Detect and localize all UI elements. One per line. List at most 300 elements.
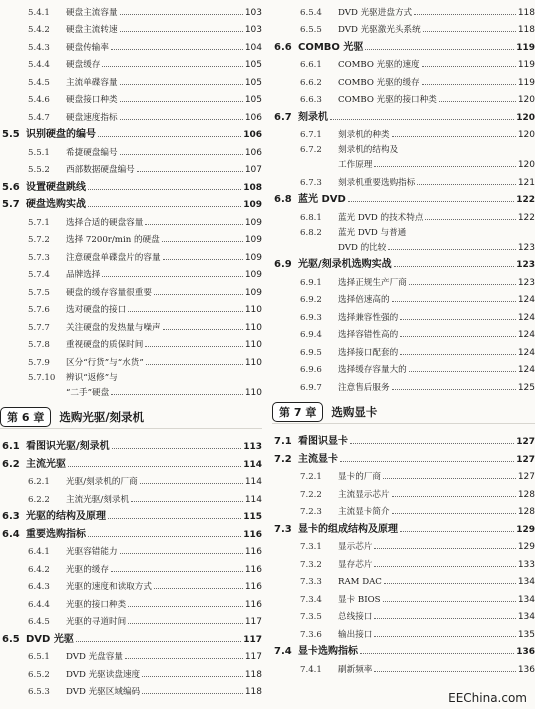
toc-subsection-right-sec_69_items-2[interactable] — [272, 305, 535, 323]
page-number: 109 — [243, 200, 262, 210]
entry-title: DVD 光盘容量 — [66, 652, 123, 662]
entry-number: 6.4 — [2, 528, 20, 540]
entry-number: 6.6 — [274, 41, 292, 53]
page-number: 116 — [243, 529, 262, 540]
chapter-tag: 第 7 章 — [272, 402, 323, 422]
entry-title: “二手”硬盘 — [66, 387, 110, 398]
page-number: 118 — [517, 25, 535, 35]
toc-subsection-right-sec_73_items-1[interactable] — [272, 552, 535, 570]
entry-number: 6.8 — [274, 194, 292, 205]
dot-leader — [392, 512, 516, 514]
page-number: 119 — [517, 60, 535, 70]
toc-subsection-right-sec_741[interactable] — [272, 657, 535, 675]
toc-section-right-sec_67[interactable] — [272, 105, 535, 123]
toc-subsection-right-sec_682[interactable] — [272, 223, 535, 238]
toc-section-right-sec_66[interactable] — [272, 35, 535, 53]
dot-leader — [392, 388, 516, 390]
dot-leader — [131, 500, 243, 502]
dot-leader — [392, 495, 516, 497]
entry-title: 西部数据硬盘编号 — [66, 165, 135, 175]
toc-subsection-right-sec_66_items-0[interactable] — [272, 53, 535, 71]
dot-leader — [154, 587, 243, 589]
page-number: 120 — [517, 160, 535, 170]
page-number: 109 — [244, 287, 262, 298]
dot-leader — [111, 570, 243, 572]
toc-subsection-right-sec_65_more-1[interactable] — [272, 18, 535, 36]
page-number: 128 — [517, 507, 535, 517]
dot-leader — [142, 675, 243, 677]
toc-subsection-left-sec_65_items-0[interactable] — [0, 645, 262, 663]
toc-subsection-right-sec_69_items-5[interactable] — [272, 358, 535, 376]
toc-subsection-left-sec_64_items-2[interactable] — [0, 575, 262, 593]
toc-section-left-sec_56[interactable] — [0, 175, 262, 193]
page-number: 106 — [244, 147, 262, 158]
entry-title: 光驱的结构及原理 — [26, 511, 106, 522]
entry-title: COMBO 光驱的缓存 — [338, 77, 420, 88]
dot-leader — [111, 48, 243, 50]
entry-title: 硬盘主流容量 — [66, 7, 118, 18]
page-number: 120 — [517, 130, 535, 140]
entry-title: 辨识“返修”与 — [66, 372, 118, 383]
entry-title: 硬盘选购实战 — [26, 199, 86, 210]
dot-leader — [76, 640, 241, 642]
entry-number: 6.4.3 — [28, 582, 50, 592]
chapter-title: 选购显卡 — [331, 404, 378, 419]
dot-leader — [422, 65, 516, 67]
toc-subsection-right-sec_73_items-0[interactable] — [272, 535, 535, 553]
entry-title: 光驱/刻录机的厂商 — [66, 477, 138, 487]
page-number: 114 — [244, 477, 262, 487]
entry-number: 5.7.3 — [28, 252, 50, 263]
dot-leader — [384, 582, 516, 584]
toc-subsection-right-sec_65_more-0[interactable] — [272, 0, 535, 18]
toc-subsection-left-sec_64_items-0[interactable] — [0, 540, 262, 558]
entry-number: 7.2.1 — [300, 472, 322, 482]
dot-leader — [330, 118, 514, 120]
page-number: 103 — [244, 7, 262, 18]
entry-title: 工作原理 — [338, 160, 373, 170]
entry-title: 选择缓存容量大的 — [338, 365, 407, 375]
entry-number: 6.4.1 — [28, 547, 50, 557]
entry-title: 硬盘主流转速 — [66, 25, 118, 35]
dot-leader — [111, 393, 243, 395]
dot-leader — [162, 240, 243, 242]
toc-subsection-left-sec_57_items-0[interactable] — [0, 210, 262, 228]
entry-title: 关注硬盘的发热量与噪声 — [66, 322, 161, 333]
page-number: 116 — [244, 599, 262, 610]
entry-title: 显卡 BIOS — [338, 594, 381, 605]
page-number: 135 — [517, 629, 535, 640]
toc-subsection-left-sec_54-6[interactable] — [0, 105, 262, 123]
dot-leader — [409, 370, 516, 372]
chapter-6-header[interactable] — [0, 406, 262, 429]
toc-subsection-left-sec_57_items-8[interactable] — [0, 350, 262, 368]
dot-leader — [350, 442, 514, 444]
dot-leader — [120, 552, 243, 554]
dot-leader — [120, 118, 243, 120]
entry-title: 主流显卡简介 — [338, 507, 390, 517]
toc-subsection-right-sec_69_items-3[interactable] — [272, 323, 535, 341]
entry-number: 5.4.2 — [28, 25, 50, 35]
entry-title: 刻录机的种类 — [338, 130, 390, 140]
page-number: 129 — [517, 542, 535, 552]
toc-section-right-sec_68[interactable] — [272, 188, 535, 206]
toc-section-left-sec_64[interactable] — [0, 522, 262, 540]
toc-left-column — [0, 0, 262, 697]
entry-title: 选择正规生产厂商 — [338, 277, 407, 288]
page-number: 110 — [244, 357, 262, 368]
entry-title: 刻录机 — [298, 111, 328, 123]
page-number: 116 — [244, 547, 262, 557]
toc-section-left-sec_55[interactable] — [0, 123, 262, 141]
dot-leader — [146, 363, 243, 365]
entry-number: 5.7.9 — [28, 357, 50, 368]
dot-leader — [140, 482, 243, 484]
page-number: 117 — [243, 634, 262, 645]
toc-section-right-sec_71[interactable] — [272, 430, 535, 448]
entry-title: 选择容错性高的 — [338, 330, 399, 340]
toc-subsection-left-sec_64_items-1[interactable] — [0, 557, 262, 575]
toc-subsection-right-sec_672[interactable] — [272, 140, 535, 155]
toc-section-left-sec_62[interactable] — [0, 452, 262, 470]
dot-leader — [374, 635, 515, 637]
dot-leader — [88, 535, 241, 537]
dot-leader — [142, 692, 243, 694]
toc-subsection-left-sec_54-0[interactable] — [0, 0, 262, 18]
toc-subsection-left-sec_54-5[interactable] — [0, 88, 262, 106]
toc-subsection-left-sec_57_items-6[interactable] — [0, 315, 262, 333]
toc-subsection-left-sec_62_items-0[interactable] — [0, 470, 262, 488]
entry-title: RAM DAC — [338, 577, 382, 587]
entry-title: COMBO 光驱的接口种类 — [338, 95, 437, 105]
page-number: 133 — [517, 559, 535, 570]
dot-leader — [145, 223, 242, 225]
page-number: 113 — [243, 442, 262, 452]
chapter-title: 选购光驱/刻录机 — [59, 409, 145, 424]
toc-section-left-sec_61[interactable] — [0, 435, 262, 453]
entry-number: 6.7.2 — [300, 145, 322, 155]
dot-leader — [120, 100, 243, 102]
entry-number: 7.3.1 — [300, 542, 322, 552]
entry-number: 6.8.2 — [300, 227, 322, 238]
entry-title: 光驱的缓存 — [66, 564, 109, 575]
toc-subsection-right-sec_72_items-0[interactable] — [272, 465, 535, 483]
toc-subsection-right-sec_72_items-2[interactable] — [272, 500, 535, 518]
toc-section-left-sec_57[interactable] — [0, 193, 262, 211]
entry-number: 6.9.5 — [300, 347, 322, 358]
page-number: 105 — [244, 95, 262, 105]
page-number: 106 — [244, 112, 262, 123]
page-number: 124 — [517, 365, 535, 375]
page-number: 114 — [244, 494, 262, 505]
entry-title: 主流光驱 — [26, 458, 66, 470]
toc-subsection-cont-right-sec_682[interactable] — [272, 238, 535, 253]
toc-subsection-left-sec_57_items-4[interactable] — [0, 280, 262, 298]
entry-number: 6.9.4 — [300, 330, 322, 340]
page-number: 106 — [243, 130, 262, 140]
entry-number: 7.3.6 — [300, 629, 322, 640]
toc-subsection-cont-right-sec_672[interactable] — [272, 155, 535, 170]
page-number: 120 — [517, 95, 535, 105]
entry-title: 品牌选择 — [66, 270, 101, 280]
dot-leader — [414, 13, 516, 15]
toc-subsection-left-sec_64_items-3[interactable] — [0, 592, 262, 610]
entry-number: 7.3.5 — [300, 612, 322, 622]
entry-number: 6.9.7 — [300, 382, 322, 393]
toc-subsection-left-sec_57_items-3[interactable] — [0, 263, 262, 281]
entry-title: 区分“行货”与“水货” — [66, 357, 144, 368]
toc-subsection-right-sec_671[interactable] — [272, 123, 535, 141]
entry-number: 7.3.2 — [300, 559, 322, 570]
page-number: 136 — [516, 647, 535, 657]
toc-subsection-left-sec_57_items-1[interactable] — [0, 228, 262, 246]
dot-leader — [88, 205, 241, 207]
entry-number: 5.7.8 — [28, 340, 50, 350]
dot-leader — [383, 477, 516, 479]
entry-title: 主流单碟容量 — [66, 77, 118, 88]
dot-leader — [374, 617, 515, 619]
page-number: 120 — [516, 112, 535, 123]
entry-title: DVD 光驱进盘方式 — [338, 7, 413, 18]
toc-subsection-cont-left-sec_5710[interactable] — [0, 383, 262, 398]
page-number: 124 — [517, 347, 535, 358]
entry-title: 光驱容错能力 — [66, 547, 118, 557]
entry-number: 5.4.6 — [28, 95, 50, 105]
toc-section-right-sec_74[interactable] — [272, 640, 535, 658]
toc-subsection-right-sec_72_items-1[interactable] — [272, 482, 535, 500]
entry-title: 总线接口 — [338, 612, 373, 622]
entry-number: 6.4.2 — [28, 564, 50, 575]
entry-number: 5.5.2 — [28, 165, 50, 175]
entry-number: 5.4.5 — [28, 77, 50, 88]
dot-leader — [163, 328, 243, 330]
dot-leader — [128, 605, 243, 607]
page-number: 119 — [516, 42, 535, 53]
dot-leader — [120, 30, 243, 32]
entry-title: 硬盘的缓存容量很重要 — [66, 287, 152, 298]
toc-subsection-right-sec_69_items-0[interactable] — [272, 270, 535, 288]
entry-number: 6.4.5 — [28, 617, 50, 627]
entry-title: 硬盘接口种类 — [66, 95, 118, 105]
page-number: 125 — [517, 382, 535, 393]
entry-title: 希捷硬盘编号 — [66, 147, 118, 158]
toc-section-left-sec_65[interactable] — [0, 627, 262, 645]
dot-leader — [125, 657, 243, 659]
entry-number: 6.9 — [274, 259, 292, 270]
toc-section-left-sec_63[interactable] — [0, 505, 262, 523]
page-number: 127 — [516, 454, 535, 465]
page-number: 118 — [244, 669, 262, 680]
toc-subsection-right-sec_673[interactable] — [272, 170, 535, 188]
dot-leader — [360, 652, 514, 654]
dot-leader — [374, 547, 515, 549]
toc-subsection-left-sec_57_items-7[interactable] — [0, 333, 262, 351]
entry-number: 7.2 — [274, 453, 292, 465]
entry-number: 5.5.1 — [28, 147, 50, 158]
toc-right-column — [272, 0, 535, 675]
entry-number: 5.7.4 — [28, 270, 50, 280]
entry-number: 6.4.4 — [28, 599, 50, 610]
entry-number: 5.4.1 — [28, 7, 50, 18]
entry-number: 6.1 — [2, 441, 20, 452]
dot-leader — [400, 335, 516, 337]
toc-subsection-left-sec_54-3[interactable] — [0, 53, 262, 71]
dot-leader — [374, 565, 515, 567]
dot-leader — [374, 670, 515, 672]
entry-number: 6.6.1 — [300, 60, 322, 70]
entry-title: 选择倍速高的 — [338, 295, 390, 305]
toc-subsection-right-sec_69_items-4[interactable] — [272, 340, 535, 358]
entry-number: 6.5 — [2, 633, 20, 645]
entry-title: 选择兼容性强的 — [338, 312, 399, 323]
dot-leader — [120, 153, 243, 155]
dot-leader — [400, 318, 516, 320]
toc-section-right-sec_73[interactable] — [272, 517, 535, 535]
entry-number: 6.5.2 — [28, 669, 50, 680]
entry-title: 看图识显卡 — [298, 436, 348, 447]
page-number: 123 — [517, 277, 535, 288]
entry-number: 5.6 — [2, 181, 20, 193]
page-number: 124 — [517, 295, 535, 305]
entry-number: 6.9.3 — [300, 312, 322, 323]
toc-subsection-right-sec_73_items-5[interactable] — [272, 622, 535, 640]
toc-subsection-right-sec_73_items-4[interactable] — [272, 605, 535, 623]
entry-title: 显示芯片 — [338, 542, 373, 552]
page-number: 109 — [244, 235, 262, 245]
toc-subsection-left-sec_5710[interactable] — [0, 368, 262, 383]
dot-leader — [425, 218, 515, 220]
entry-title: 刻录机重要选购指标 — [338, 177, 416, 188]
toc-subsection-right-sec_681[interactable] — [272, 205, 535, 223]
dot-leader — [120, 13, 243, 15]
page-number: 104 — [244, 42, 262, 53]
entry-title: DVD 光驱激光头系统 — [338, 25, 421, 35]
dot-leader — [108, 517, 241, 519]
entry-title: 光驱的速度和读取方式 — [66, 582, 152, 592]
entry-number: 6.5.1 — [28, 652, 50, 662]
dot-leader — [112, 447, 242, 449]
entry-number: 5.4.4 — [28, 60, 50, 70]
entry-number: 7.3 — [274, 523, 292, 535]
dot-leader — [400, 353, 516, 355]
toc-subsection-right-sec_73_items-2[interactable] — [272, 570, 535, 588]
page-number: 115 — [243, 512, 262, 522]
toc-section-right-sec_72[interactable] — [272, 447, 535, 465]
page-number: 114 — [243, 459, 262, 470]
toc-subsection-left-sec_54-4[interactable] — [0, 70, 262, 88]
entry-title: DVD 光驱 — [26, 633, 74, 645]
page-number: 136 — [517, 664, 535, 675]
dot-leader — [163, 258, 243, 260]
toc-subsection-left-sec_55_items-1[interactable] — [0, 158, 262, 176]
dot-leader — [88, 188, 241, 190]
page-number: 122 — [516, 195, 535, 205]
entry-title: 蓝光 DVD — [298, 194, 346, 205]
entry-number: 7.2.2 — [300, 489, 322, 500]
toc-subsection-left-sec_57_items-5[interactable] — [0, 298, 262, 316]
toc-subsection-left-sec_62_items-1[interactable] — [0, 487, 262, 505]
toc-subsection-left-sec_54-2[interactable] — [0, 35, 262, 53]
toc-subsection-left-sec_65_items-1[interactable] — [0, 662, 262, 680]
entry-title: 光驱的寻道时间 — [66, 617, 127, 627]
entry-title: 主流光驱/刻录机 — [66, 494, 130, 505]
page-number: 110 — [244, 305, 262, 315]
entry-number: 5.5 — [2, 129, 20, 140]
dot-leader — [392, 300, 516, 302]
page-number: 123 — [517, 242, 535, 253]
dot-leader — [137, 170, 243, 172]
toc-subsection-right-sec_73_items-3[interactable] — [272, 587, 535, 605]
entry-number: 6.3 — [2, 511, 20, 522]
chapter-tag: 第 6 章 — [0, 407, 51, 427]
entry-number: 5.7.2 — [28, 235, 50, 245]
dot-leader — [154, 293, 243, 295]
dot-leader — [392, 135, 516, 137]
entry-title: 硬盘速度指标 — [66, 112, 118, 123]
toc-subsection-left-sec_54-1[interactable] — [0, 18, 262, 36]
entry-number: 7.4 — [274, 646, 292, 657]
entry-number: 6.8.1 — [300, 212, 322, 223]
entry-number: 6.9.6 — [300, 365, 322, 375]
toc-section-right-sec_69[interactable] — [272, 253, 535, 271]
page-number: 127 — [517, 472, 535, 482]
toc-subsection-right-sec_69_items-6[interactable] — [272, 375, 535, 393]
page-number: 116 — [244, 564, 262, 575]
entry-number: 5.7.7 — [28, 322, 50, 333]
entry-title: 光驱的接口种类 — [66, 599, 127, 610]
page-number: 103 — [244, 25, 262, 35]
entry-title: 蓝光 DVD 的技术特点 — [338, 212, 424, 223]
toc-subsection-right-sec_69_items-1[interactable] — [272, 288, 535, 306]
entry-title: 重要选购指标 — [26, 528, 86, 540]
dot-leader — [409, 283, 516, 285]
page-number: 124 — [517, 330, 535, 340]
page-number: 107 — [244, 165, 262, 175]
entry-number: 5.7.6 — [28, 305, 50, 315]
page-number: 105 — [244, 77, 262, 88]
entry-number: 5.4.3 — [28, 42, 50, 53]
entry-title: 显卡选购指标 — [298, 646, 358, 657]
page-number: 110 — [244, 340, 262, 350]
entry-number: 6.7.1 — [300, 130, 322, 140]
page-number: 118 — [244, 687, 262, 697]
entry-title: 主流显卡 — [298, 453, 338, 465]
toc-subsection-left-sec_57_items-2[interactable] — [0, 245, 262, 263]
toc-subsection-left-sec_65_items-2[interactable] — [0, 680, 262, 698]
watermark: EEChina.com — [448, 691, 527, 705]
toc-subsection-right-sec_66_items-1[interactable] — [272, 70, 535, 88]
toc-subsection-left-sec_64_items-4[interactable] — [0, 610, 262, 628]
toc-subsection-left-sec_55_items-0[interactable] — [0, 140, 262, 158]
entry-number: 7.3.3 — [300, 577, 322, 587]
dot-leader — [145, 345, 242, 347]
entry-title: 刻录机的结构及 — [338, 145, 399, 155]
entry-title: 选择接口配套的 — [338, 347, 399, 358]
page-number: 110 — [244, 387, 262, 398]
entry-title: 显卡的组成结构及原理 — [298, 523, 398, 535]
page-number: 123 — [516, 260, 535, 270]
chapter-7-header[interactable] — [272, 401, 535, 424]
dot-leader — [340, 460, 514, 462]
entry-number: 6.2 — [2, 458, 20, 470]
entry-number: 5.7.1 — [28, 217, 50, 228]
entry-number: 7.3.4 — [300, 594, 322, 605]
entry-title: 硬盘传输率 — [66, 42, 109, 53]
entry-title: 重视硬盘的质保时间 — [66, 340, 144, 350]
dot-leader — [423, 30, 516, 32]
entry-number: 7.2.3 — [300, 507, 322, 517]
toc-subsection-right-sec_66_items-2[interactable] — [272, 88, 535, 106]
